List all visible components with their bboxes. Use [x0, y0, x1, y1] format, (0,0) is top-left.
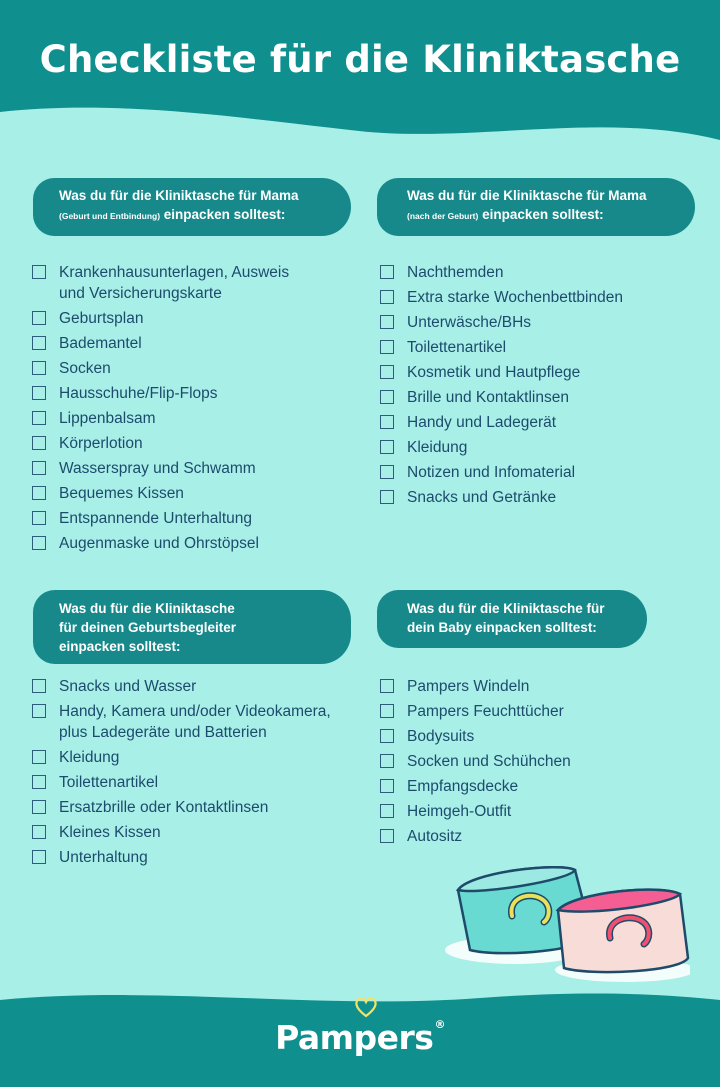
checkbox-icon[interactable] — [380, 440, 394, 454]
list-item[interactable] — [32, 484, 352, 505]
list-item[interactable] — [380, 363, 700, 384]
list-item[interactable] — [32, 309, 352, 330]
item-label: Pampers Windeln — [407, 678, 530, 695]
item-label: Hausschuhe/Flip-Flops — [59, 384, 218, 402]
list-item[interactable] — [380, 313, 700, 334]
checkbox-icon[interactable] — [380, 779, 394, 793]
list-item[interactable] — [32, 509, 352, 530]
list-item-continuation — [32, 723, 362, 744]
item-label: Empfangsdecke — [407, 778, 519, 795]
heading-line2: für deinen Geburtsbegleiter — [59, 620, 237, 635]
list-item[interactable] — [380, 727, 700, 748]
checkbox-icon[interactable] — [380, 704, 394, 718]
checkbox-icon[interactable] — [380, 365, 394, 379]
section-heading-baby — [377, 590, 647, 648]
list-item[interactable] — [32, 773, 362, 794]
checkbox-icon[interactable] — [32, 750, 46, 764]
list-item[interactable] — [380, 263, 700, 284]
list-item[interactable] — [32, 334, 352, 355]
heading-small: (Geburt und Entbindung) — [59, 211, 161, 221]
item-label: Brille und Kontaktlinsen — [407, 389, 569, 406]
checklist-companion — [32, 677, 362, 873]
item-label: Snacks und Wasser — [59, 678, 197, 695]
list-item[interactable] — [32, 702, 362, 723]
item-label: Augenmaske und Ohrstöpsel — [59, 534, 259, 552]
item-label: Toilettenartikel — [59, 773, 159, 791]
checkbox-icon[interactable] — [32, 486, 46, 500]
heading-line2: einpacken solltest: — [482, 207, 604, 222]
checkbox-icon[interactable] — [380, 729, 394, 743]
checkbox-icon[interactable] — [380, 415, 394, 429]
list-item[interactable] — [32, 823, 362, 844]
checkbox-icon[interactable] — [380, 679, 394, 693]
list-item[interactable] — [32, 359, 352, 380]
section-heading-mama-after — [377, 178, 695, 236]
list-item[interactable] — [380, 388, 700, 409]
logo-registered: ® — [434, 1018, 445, 1031]
heading-small: (nach der Geburt) — [407, 211, 479, 221]
bag-illustration — [440, 850, 690, 985]
checkbox-icon[interactable] — [32, 825, 46, 839]
item-label: Nachthemden — [407, 264, 504, 281]
checklist-mama-birth — [32, 263, 352, 559]
list-item[interactable] — [380, 702, 700, 723]
item-label: Kleidung — [59, 748, 120, 766]
list-item[interactable] — [32, 848, 362, 869]
list-item[interactable] — [32, 459, 352, 480]
item-label: Wasserspray und Schwamm — [59, 459, 256, 477]
list-item[interactable] — [380, 827, 700, 848]
list-item[interactable] — [380, 438, 700, 459]
checkbox-icon[interactable] — [380, 490, 394, 504]
item-label: Unterwäsche/BHs — [407, 314, 532, 331]
list-item[interactable] — [32, 434, 352, 455]
heading-line2: dein Baby einpacken solltest: — [407, 620, 597, 635]
list-item[interactable] — [380, 752, 700, 773]
checkbox-icon[interactable] — [32, 850, 46, 864]
heading-line2-wrap — [407, 205, 683, 226]
checkbox-icon[interactable] — [380, 754, 394, 768]
item-label: Kleines Kissen — [59, 823, 161, 841]
item-label: Notizen und Infomaterial — [407, 464, 576, 481]
checkbox-icon[interactable] — [32, 536, 46, 550]
list-item[interactable] — [380, 413, 700, 434]
item-label: Entspannende Unterhaltung — [59, 509, 253, 527]
list-item[interactable] — [32, 263, 352, 284]
item-label: Snacks und Getränke — [407, 489, 557, 506]
checkbox-icon[interactable] — [380, 340, 394, 354]
list-item[interactable] — [32, 677, 362, 698]
item-label: Ersatzbrille oder Kontaktlinsen — [59, 798, 269, 816]
item-label: Lippenbalsam — [59, 409, 156, 427]
checkbox-icon[interactable] — [32, 511, 46, 525]
item-label: Socken und Schühchen — [407, 753, 571, 770]
list-item[interactable] — [380, 338, 700, 359]
section-heading-mama-birth — [33, 178, 351, 236]
checklist-mama-after — [380, 263, 700, 513]
page-title: Checkliste für die Kliniktasche — [39, 38, 681, 81]
item-label: Bodysuits — [407, 728, 475, 745]
item-label: Autositz — [407, 828, 463, 845]
heading-line1: Was du für die Kliniktasche für Mama — [407, 188, 647, 203]
item-label: Bequemes Kissen — [59, 484, 184, 502]
list-item[interactable] — [32, 534, 352, 555]
checkbox-icon[interactable] — [380, 829, 394, 843]
item-label: Bademantel — [59, 334, 142, 352]
item-label: Kleidung — [407, 439, 468, 456]
checkbox-icon[interactable] — [32, 336, 46, 350]
item-label: Kosmetik und Hautpflege — [407, 364, 581, 381]
item-label: Toilettenartikel — [407, 339, 507, 356]
item-label: und Versicherungskarte — [59, 284, 222, 302]
list-item[interactable] — [380, 777, 700, 798]
list-item[interactable] — [32, 409, 352, 430]
item-label: Körperlotion — [59, 434, 143, 452]
checkbox-icon[interactable] — [32, 361, 46, 375]
item-label: Krankenhausunterlagen, Ausweis — [59, 264, 290, 281]
list-item[interactable] — [380, 463, 700, 484]
item-label: Geburtsplan — [59, 309, 144, 327]
item-label: plus Ladegeräte und Batterien — [59, 723, 267, 741]
checkbox-icon[interactable] — [32, 265, 46, 279]
item-label: Unterhaltung — [59, 848, 148, 866]
checkbox-icon[interactable] — [32, 386, 46, 400]
checkbox-icon[interactable] — [32, 411, 46, 425]
item-label: Handy, Kamera und/oder Videokamera, — [59, 703, 331, 720]
list-item[interactable] — [32, 798, 362, 819]
heading-line2: einpacken solltest: — [163, 207, 286, 222]
logo-text: Pampers — [275, 1018, 434, 1057]
checkbox-icon[interactable] — [32, 436, 46, 450]
item-label: Extra starke Wochenbettbinden — [407, 289, 623, 306]
heading-line3: einpacken solltest: — [59, 639, 181, 654]
checklist-baby — [380, 677, 700, 852]
heading-line1: Was du für die Kliniktasche für Mama — [59, 188, 299, 203]
list-item[interactable] — [32, 384, 352, 405]
checkbox-icon[interactable] — [32, 311, 46, 325]
item-label: Pampers Feuchttücher — [407, 703, 564, 720]
pampers-heart-icon — [354, 996, 378, 1018]
heading-line1: Was du für die Kliniktasche — [59, 601, 235, 616]
checkbox-icon[interactable] — [380, 804, 394, 818]
item-label: Heimgeh-Outfit — [407, 803, 512, 820]
checkbox-icon[interactable] — [380, 465, 394, 479]
heading-line2-wrap — [59, 205, 339, 226]
header-banner — [0, 0, 720, 160]
checkbox-icon[interactable] — [380, 315, 394, 329]
checkbox-icon[interactable] — [32, 704, 46, 718]
item-label: Socken — [59, 359, 111, 377]
checkbox-icon[interactable] — [32, 679, 46, 693]
list-item[interactable] — [380, 288, 700, 309]
checkbox-icon[interactable] — [32, 775, 46, 789]
list-item[interactable] — [380, 677, 700, 698]
pampers-logo — [0, 1018, 720, 1057]
item-label: Handy und Ladegerät — [407, 414, 557, 431]
list-item[interactable] — [380, 488, 700, 509]
section-heading-companion — [33, 590, 351, 664]
list-item[interactable] — [380, 802, 700, 823]
list-item-continuation — [32, 284, 352, 305]
checkbox-icon[interactable] — [32, 461, 46, 475]
heading-line1: Was du für die Kliniktasche für — [407, 601, 605, 616]
checkbox-icon[interactable] — [380, 290, 394, 304]
checkbox-icon[interactable] — [380, 390, 394, 404]
list-item[interactable] — [32, 748, 362, 769]
checkbox-icon[interactable] — [380, 265, 394, 279]
checkbox-icon[interactable] — [32, 800, 46, 814]
